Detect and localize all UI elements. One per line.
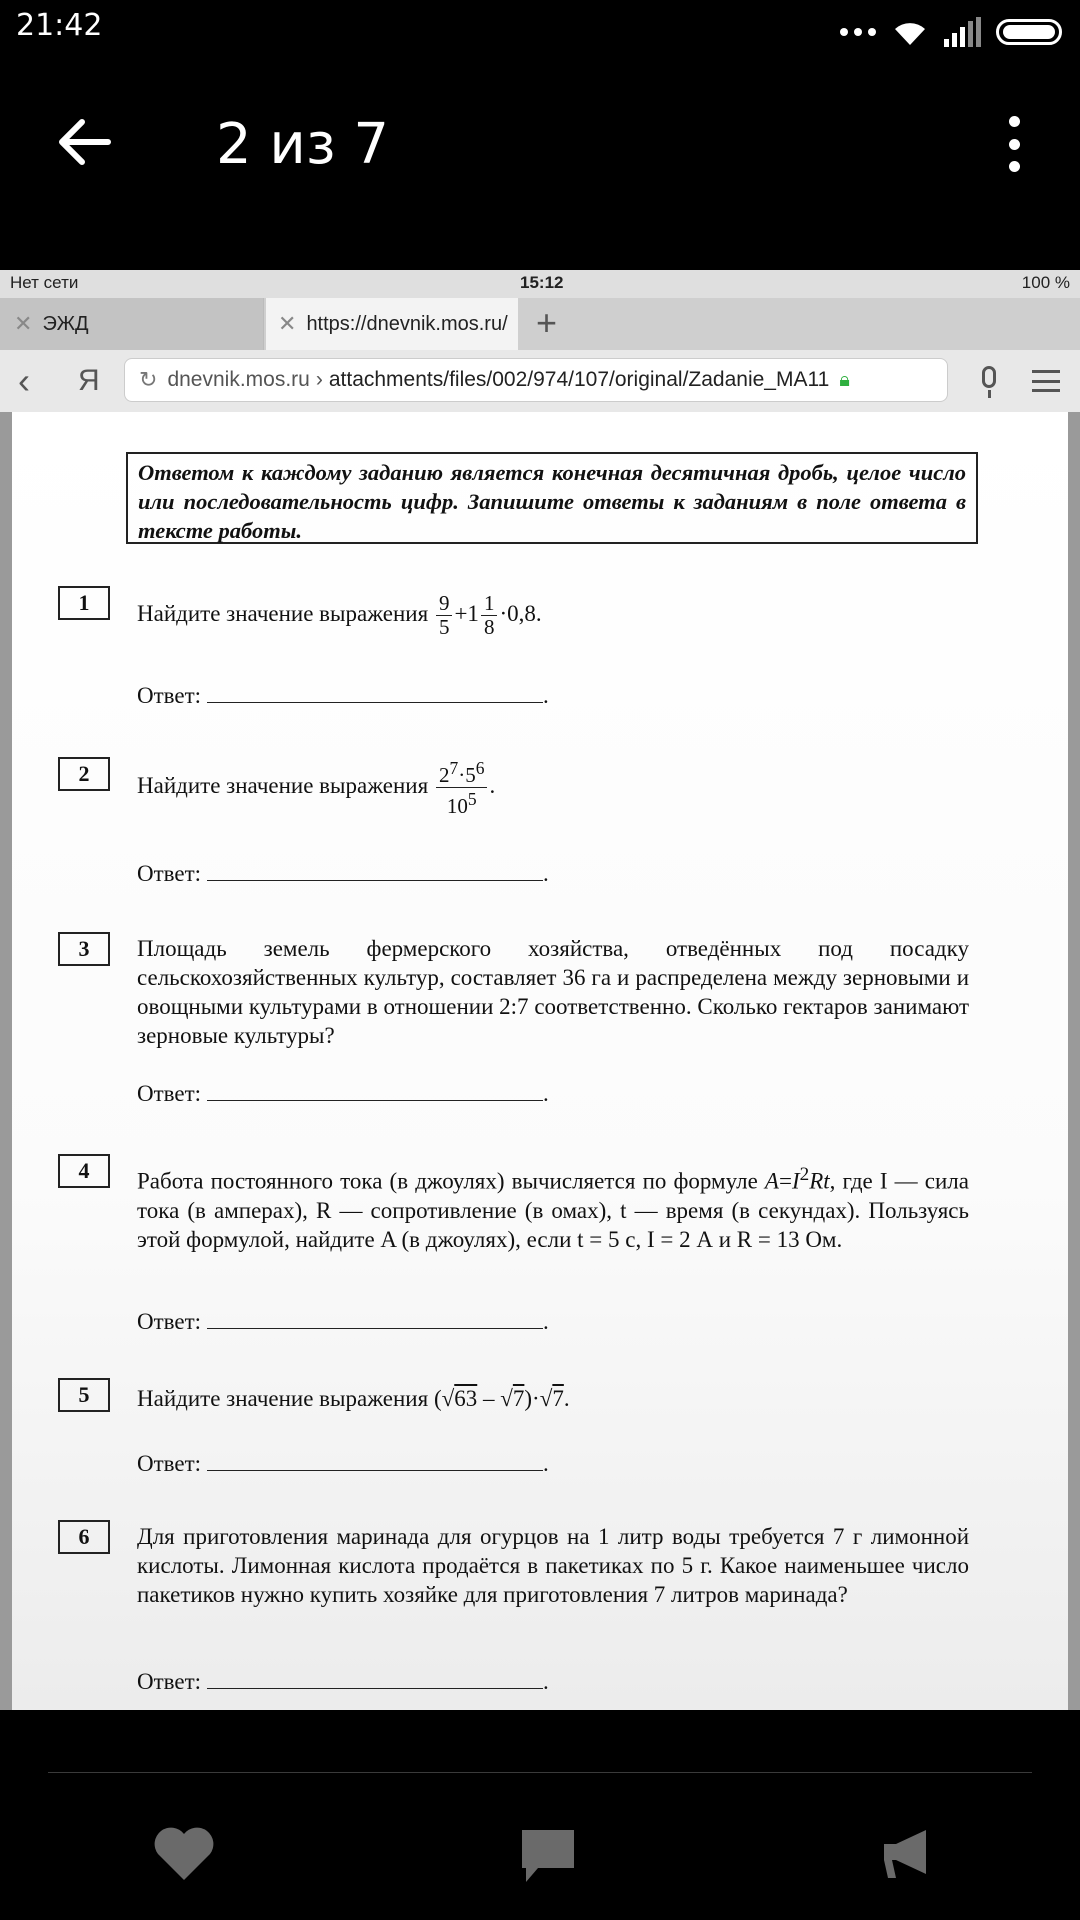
more-dots-icon: [840, 28, 876, 36]
operator: ·0,8.: [499, 600, 542, 626]
instruction-box: Ответом к каждому заданию является конечная десятичная дробь, целое число или последовательность цифр. Запишите ответы к заданиям в поле ответа в тексте работы.: [126, 452, 978, 544]
answer-label: Ответ:: [137, 1309, 202, 1334]
status-time: 21:42: [16, 8, 103, 43]
denominator: 8: [483, 615, 495, 639]
answer-label: Ответ:: [137, 683, 202, 708]
fraction: [436, 757, 488, 818]
ios-status-bar: [0, 270, 1080, 298]
numerator: 1: [481, 592, 498, 616]
reload-icon[interactable]: ↻: [139, 367, 158, 392]
task-6-text: Для приготовления маринада для огурцов на 1 литр воды требуется 7 г лимонной кислоты. Лимонная кислота продаётся в пакетиках по 5 г. Какое наименьшее число пакетиков нужно купить хозяйке для приготовления 7 литров маринада?: [137, 1524, 969, 1607]
operator: ·: [458, 763, 466, 787]
radicand: 7: [512, 1386, 525, 1411]
base: 5: [465, 763, 476, 787]
task-4-text: [137, 1160, 969, 1254]
browser-logo[interactable]: Я: [78, 364, 100, 397]
denominator: [447, 788, 477, 818]
answer-field[interactable]: Ответ: .: [137, 861, 549, 886]
task-number: 2: [58, 757, 110, 791]
fraction: [436, 592, 453, 639]
denominator: 5: [438, 615, 450, 639]
url-path: attachments/files/002/974/107/original/Zadanie_MA11: [328, 368, 830, 391]
tab-dnevnik[interactable]: [266, 298, 518, 350]
tab-label: ЭЖД: [42, 312, 89, 335]
answer-label: Ответ:: [137, 1451, 202, 1476]
formula-var: Rt: [809, 1168, 830, 1194]
battery-percent: 100 %: [1021, 273, 1070, 292]
task-number: 4: [58, 1154, 110, 1188]
address-bar: [0, 350, 1080, 413]
answer-label: Ответ:: [137, 1081, 202, 1106]
embedded-screenshot: [0, 270, 1080, 1710]
task-prompt: Найдите значение выражения: [137, 1386, 429, 1411]
radicand: 7: [552, 1386, 564, 1411]
formula-var: A: [764, 1168, 779, 1194]
task-prompt: Найдите значение выражения: [137, 600, 429, 626]
exponent: 5: [467, 789, 477, 809]
url-field[interactable]: [124, 358, 948, 402]
microphone-stand: [988, 390, 991, 398]
answer-line[interactable]: [207, 1080, 543, 1101]
formula-var: I: [791, 1168, 800, 1194]
operator: +1: [454, 600, 479, 626]
answer-field[interactable]: Ответ: .: [137, 1669, 549, 1694]
microphone-icon[interactable]: [982, 366, 996, 388]
menu-icon[interactable]: [1032, 370, 1060, 392]
new-tab-icon[interactable]: +: [536, 302, 558, 343]
task-text: I — сила тока (в амперах), R — сопротивление (в омах), t — время (в секундах). Пользуясь этой формулой, найдите A (в джоулях), если t = 5 с, I = 2 А и R = 13 Ом.: [137, 1168, 969, 1252]
status-icons: [840, 14, 1062, 50]
operator: –: [483, 1386, 495, 1411]
close-tab-icon[interactable]: ✕: [278, 311, 297, 336]
numerator: 9: [436, 592, 453, 616]
comment-icon[interactable]: [518, 1826, 578, 1886]
fraction: [481, 592, 498, 639]
more-vertical-icon[interactable]: [1000, 116, 1028, 172]
url-separator: ›: [315, 368, 323, 391]
task-1-text: [137, 592, 969, 639]
answer-label: Ответ:: [137, 861, 202, 886]
answer-line[interactable]: [207, 1450, 543, 1471]
task-3-text: Площадь земель фермерского хозяйства, отведённых под посадку сельскохозяйственных культур, составляет 36 га и распределена между зерновыми и овощными культурами в отношении 2:7 соответственно. Сколько гектаров занимают зерновые культуры?: [137, 936, 969, 1048]
answer-label: Ответ:: [137, 1669, 202, 1694]
exponent: 6: [475, 758, 485, 778]
heart-icon[interactable]: [152, 1826, 216, 1882]
base: 10: [446, 794, 468, 818]
battery-icon: [996, 19, 1062, 45]
exponent: 7: [449, 758, 459, 778]
divider: [48, 1772, 1032, 1773]
signal-icon: [944, 17, 982, 47]
formula-op: =: [778, 1168, 792, 1194]
task-number: 1: [58, 586, 110, 620]
answer-line[interactable]: [207, 1668, 543, 1689]
url-host: dnevnik.mos.ru: [167, 368, 310, 391]
close-tab-icon[interactable]: ✕: [14, 311, 33, 336]
document-page: [0, 412, 1080, 1710]
task-number: 5: [58, 1378, 110, 1412]
wifi-icon: [890, 17, 930, 47]
base: 2: [438, 763, 450, 787]
operator: .: [563, 1386, 570, 1411]
lock-icon: 🔒︎: [839, 368, 850, 391]
megaphone-icon[interactable]: [880, 1826, 934, 1882]
answer-line[interactable]: [207, 860, 543, 881]
answer-field[interactable]: Ответ: .: [137, 1451, 549, 1476]
page-counter: 2 из 7: [216, 112, 390, 177]
task-number: 3: [58, 932, 110, 966]
task-prompt: Найдите значение выражения: [137, 772, 429, 798]
answer-line[interactable]: [207, 682, 543, 703]
task-text: Работа постоянного тока (в джоулях) вычисляется по формуле: [137, 1168, 765, 1194]
carrier-label: Нет сети: [10, 273, 79, 292]
task-5-text: Найдите значение выражения (√63 – √7)·√7.: [137, 1386, 570, 1411]
browser-back-icon[interactable]: ‹: [18, 360, 30, 401]
back-arrow-icon[interactable]: [54, 112, 114, 172]
tab-ezhd[interactable]: [0, 298, 264, 350]
answer-field[interactable]: Ответ: .: [137, 1309, 549, 1334]
tab-label: https://dnevnik.mos.ru/: [306, 312, 508, 335]
answer-line[interactable]: [207, 1308, 543, 1329]
numerator: [436, 757, 488, 788]
ios-time: 15:12: [520, 273, 564, 292]
task-text: , где: [829, 1168, 880, 1194]
operator: ·: [532, 1386, 540, 1411]
answer-field[interactable]: Ответ: .: [137, 683, 549, 708]
exponent: 2: [799, 1164, 810, 1185]
task-number: 6: [58, 1520, 110, 1554]
answer-field[interactable]: Ответ: .: [137, 1081, 549, 1106]
task-2-text: Найдите значение выражения $\frac{2^7\cdot 5^6}{10^5}$ .: [137, 758, 496, 818]
radicand: 63: [454, 1386, 478, 1411]
browser-tabs: [0, 298, 1080, 350]
